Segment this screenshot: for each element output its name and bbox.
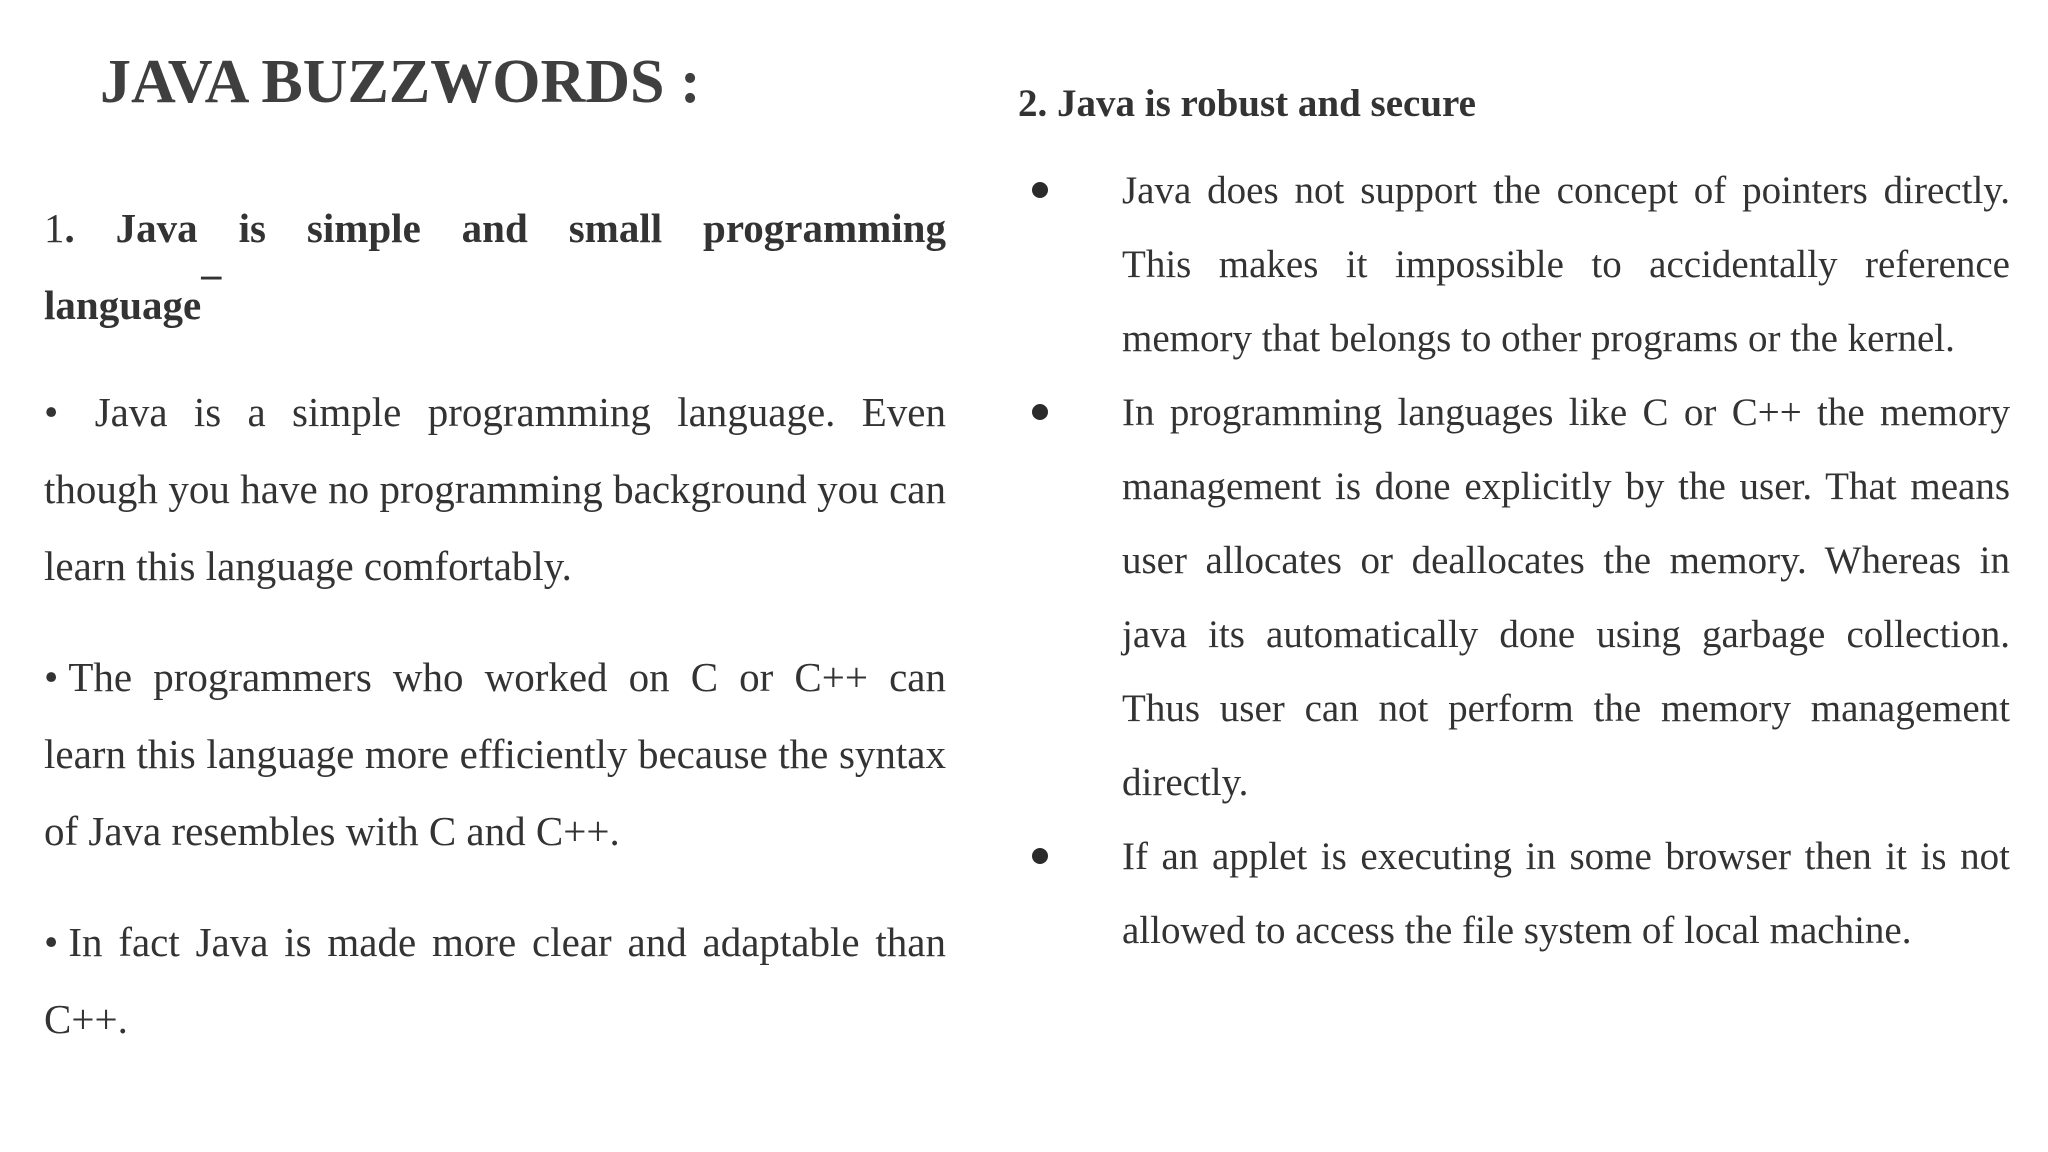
heading-mark: ¯ <box>201 271 222 316</box>
section-heading-text: . Java is simple and small programming language <box>44 205 946 328</box>
bullet-item-pointers <box>1018 154 2010 376</box>
paragraph-text: In fact Java is made more clear and adaptable than C++. <box>44 919 946 1042</box>
paragraph-simple-language <box>44 374 946 605</box>
bullet-text: Java does not support the concept of pointers directly. This makes it impossible to accidentally reference memory that belongs to other programs or the kernel. <box>1122 169 2010 360</box>
paragraph-text: Java is a simple programming language. Even though you have no programming background you can learn this language comfortably. <box>44 389 946 589</box>
section-number: 1 <box>44 205 65 251</box>
bullet-icon: • <box>44 919 59 965</box>
bullet-text: If an applet is executing in some browser then it is not allowed to access the file system of local machine. <box>1122 835 2010 952</box>
bullet-dot-icon <box>1032 404 1048 420</box>
bullet-icon: • <box>44 389 59 435</box>
bullet-icon: • <box>44 654 59 700</box>
paragraph-clear-adaptable <box>44 904 946 1058</box>
paragraph-c-programmers <box>44 639 946 870</box>
section-heading-simple <box>44 190 946 344</box>
page-title: JAVA BUZZWORDS : <box>100 48 701 116</box>
bullet-list <box>1018 154 2010 968</box>
right-column <box>1018 76 2010 968</box>
paragraph-text: The programmers who worked on C or C++ can learn this language more efficiently because the syntax of Java resembles with C and C++. <box>44 654 946 854</box>
section-heading-robust: 2. Java is robust and secure <box>1018 82 1476 125</box>
bullet-dot-icon <box>1032 182 1048 198</box>
bullet-item-applet <box>1018 820 2010 968</box>
bullet-item-memory-management <box>1018 376 2010 820</box>
bullet-dot-icon <box>1032 848 1048 864</box>
left-column <box>44 190 946 1058</box>
bullet-text: In programming languages like C or C++ the memory management is done explicitly by the user. That means user allocates or deallocates the memory. Whereas in java its automatically done using garbage collection. Thus user can not perform the memory management directly. <box>1122 391 2010 804</box>
